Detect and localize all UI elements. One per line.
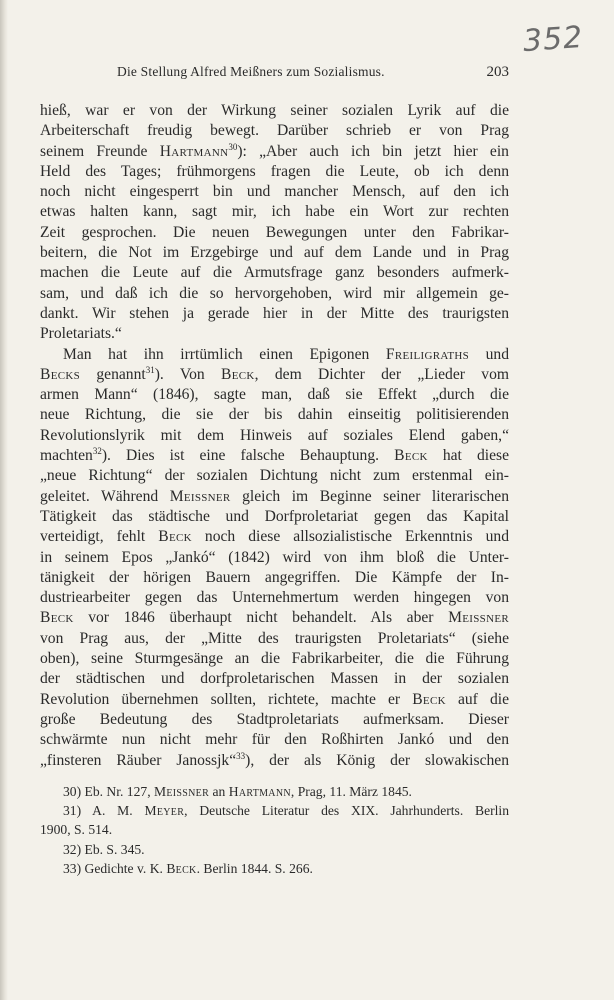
author-name: Hartmann [159, 142, 229, 160]
footnote-ref: 30 [228, 141, 238, 152]
author-name: Becks [40, 365, 81, 383]
author-name: Beck [412, 690, 446, 708]
text-line: noch nicht eingesperrt bin und mancher Mensch, auf den ich [40, 183, 509, 201]
footnote-33: 33) Gedichte v. K. Beck. Berlin 1844. S. 266. [63, 860, 313, 876]
text-line: machten$^{32}$). Dies ist eine falsche Behauptung. Beck hat diese [40, 446, 509, 465]
text-line: hieß, war er von der Wirkung seiner sozialen Lyrik auf die [40, 102, 509, 119]
text-line: machen die Leute auf die Armutsfrage ganz besonders aufmerk- [40, 264, 509, 282]
text-line: etwas halten kann, sagt mir, ich habe ein Wort zur rechten [40, 203, 509, 221]
text-line: Tätigkeit das städtische und Dorfproletariat gegen das Kapital [40, 507, 509, 525]
footnote-30: 30) Eb. Nr. 127, Meissner an Hartmann, Prag, 11. März 1845. [63, 784, 412, 799]
archive-number-handwritten: 352 [521, 19, 585, 60]
text-line: Held des Tages; frühmorgens fragen die Leute, ob ich denn [40, 162, 509, 180]
text-line: beitern, die Not im Erzgebirge und auf dem Lande und in Prag [40, 244, 509, 262]
author-name: Meissner [169, 487, 231, 505]
body-text [40, 101, 509, 771]
text-line: armen Mann“ (1846), sagte man, daß sie Effekt „durch die [40, 386, 509, 404]
text-line: „neue Richtung“ der sozialen Dichtung nicht zum erstenmal ein- [40, 467, 509, 485]
page-binding-edge [0, 0, 8, 1000]
page-number: 203 [486, 64, 509, 80]
text-line: Zeit gesprochen. Die neuen Bewegungen unter den Fabrikar- [40, 223, 509, 241]
text-line: in seinem Epos „Jankó“ (1842) wird von ihm bloß die Unter- [40, 548, 509, 566]
text-line: Proletariats.“ [40, 325, 122, 343]
footnotes [40, 782, 509, 878]
text-line: neue Richtung, die sie der bis dahin einseitig politisierenden [40, 406, 509, 424]
footnote-31: 31) A. M. Meyer, Deutsche Literatur des XIX. Jahrhunderts. Berlin [63, 803, 509, 819]
footnote-ref: 33 [236, 750, 246, 761]
footnote-31-continued: 1900, S. 514. [40, 822, 113, 838]
footnote-ref: 31 [145, 364, 155, 375]
author-name: Beck [158, 528, 192, 546]
text-line: sam, und daß ich die so hervorgehoben, wird mir allgemein ge- [40, 284, 509, 302]
text-line: tänigkeit der hörigen Bauern angegriffen. Die Kämpfe der In- [40, 568, 509, 586]
author-name: Beck [40, 609, 74, 627]
text-line: geleitet. Während Meissner gleich im Beginne seiner literarischen [40, 487, 509, 505]
author-name: Beck [394, 447, 428, 465]
text-line: der städtischen und dorfproletarischen Massen in der sozialen [40, 670, 509, 688]
text-line: von Prag aus, der „Mitte des traurigsten Proletariats“ (siehe [40, 629, 509, 647]
text-line: „finsteren Räuber Janossjk“$^{33}$), der als König der slowakischen [40, 750, 510, 769]
footnote-32: 32) Eb. S. 345. [63, 841, 145, 857]
text-line: Man hat ihn irrtümlich einen Epigonen Freiligraths und [63, 345, 510, 363]
text-line: dankt. Wir stehen ja gerade hier in der Mitte des traurigsten [40, 304, 509, 322]
author-name: Beck [221, 365, 255, 383]
text-line: Revolutionslyrik mit dem Hinweis auf soziales Elend gaben,“ [40, 426, 509, 444]
text-line: verteidigt, fehlt Beck noch diese allsozialistische Erkenntnis und [40, 528, 509, 546]
text-line: seinem Freunde Hartmann$^{30}$): „Aber auch ich bin jetzt hier ein [40, 141, 509, 160]
text-line: Arbeiterschaft freudig bewegt. Darüber schrieb er von Prag [40, 122, 509, 140]
text-line: schwärmte nun nicht mehr für den Roßhirten Jankó und den [40, 731, 509, 749]
text-line: dustriearbeiter gegen das Unternehmertum werden hingegen von [40, 589, 509, 607]
text-line: Becks genannt$^{31}$). Von Beck, dem Dichter der „Lieder vom [40, 364, 510, 383]
text-line: oben), seine Sturmgesänge an die Fabrikarbeiter, die die Führung [40, 650, 509, 668]
text-line: Revolution übernehmen sollten, richtete, machte er Beck auf die [40, 690, 510, 708]
text-line: große Bedeutung des Stadtproletariats aufmerksam. Dieser [40, 710, 509, 728]
footnote-ref: 32 [92, 446, 102, 457]
author-name: Meissner [448, 609, 509, 627]
running-title: Die Stellung Alfred Meißners zum Sozialismus. [117, 64, 385, 79]
author-name: Freiligraths [385, 345, 470, 363]
text-line: Beck vor 1846 überhaupt nicht behandelt. Als aber Meissner [40, 609, 509, 627]
